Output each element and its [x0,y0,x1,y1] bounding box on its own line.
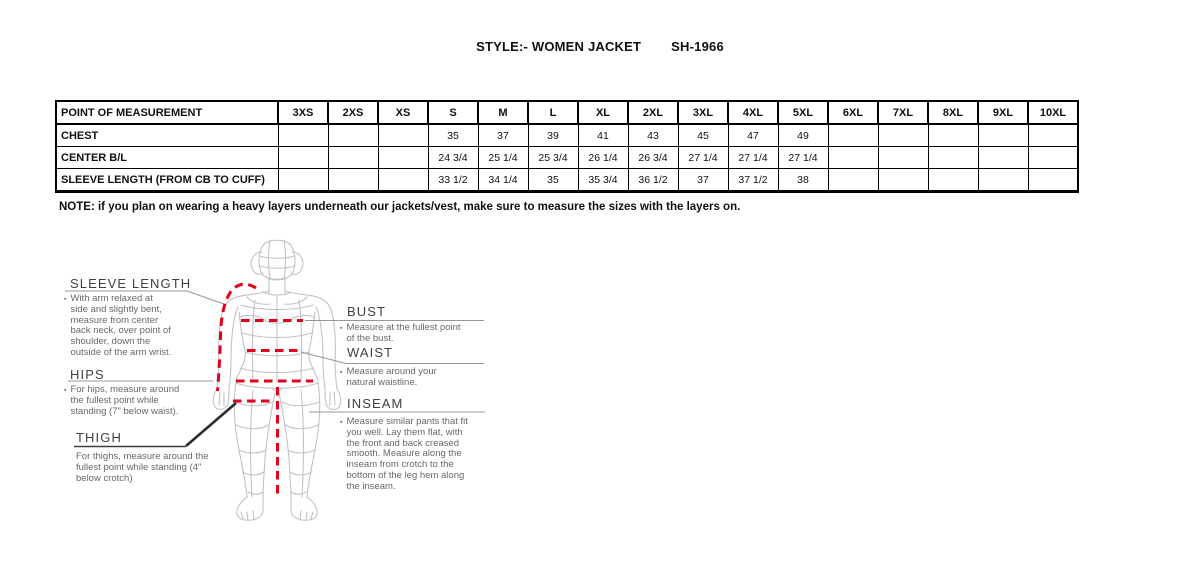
col-header-xs: XS [378,101,428,124]
bullet-icon: ▪ [64,295,67,303]
measurement-cell [878,169,928,192]
col-header-s: S [428,101,478,124]
col-header-2xs: 2XS [328,101,378,124]
waist-heading: WAIST [347,345,394,360]
measurement-cell [828,124,878,147]
measurement-cell [828,169,878,192]
header-row [56,101,1078,124]
size-chart-table [55,100,1079,193]
page-title [0,39,1200,54]
measurement-dash-lines [218,284,314,494]
row-label: CENTER B/L [56,147,278,169]
col-header-3xl: 3XL [678,101,728,124]
measurement-cell [928,169,978,192]
row-label: CHEST [56,124,278,147]
col-header-8xl: 8XL [928,101,978,124]
measurement-cell: 47 [728,124,778,147]
sleeve-length-description: ▪ With arm relaxed at side and slightly bent, measure from center back neck, over point of shoulder, down the outside of the arm wrist. [64,293,172,358]
style-label: STYLE:- WOMEN JACKET [476,39,642,54]
measurement-cell: 37 [678,169,728,192]
col-header-10xl: 10XL [1028,101,1078,124]
measurement-cell [378,147,428,169]
measurement-cell: 36 1/2 [628,169,678,192]
measurement-cell [878,124,928,147]
measurement-cell: 27 1/4 [678,147,728,169]
measurement-cell: 37 [478,124,528,147]
table-row [56,147,1078,169]
col-header-9xl: 9XL [978,101,1028,124]
measurement-cell [328,147,378,169]
col-header-m: M [478,101,528,124]
measurement-cell: 35 [528,169,578,192]
inseam-description: ▪ Measure similar pants that fit you well. Lay them flat, with the front and back creased smooth. Measure along the inseam from crotch to the bottom of the leg hem along the inseam. [340,416,468,492]
measurement-cell [928,124,978,147]
measurement-cell [928,147,978,169]
col-header-2xl: 2XL [628,101,678,124]
measurement-cell [278,169,328,192]
sleeve-measure-line [218,284,257,391]
measurement-cell: 35 3/4 [578,169,628,192]
col-header-5xl: 5XL [778,101,828,124]
measurement-cell [978,124,1028,147]
col-header-4xl: 4XL [728,101,778,124]
waist-pointer-line [301,352,346,364]
col-header-xl: XL [578,101,628,124]
measurement-cell: 45 [678,124,728,147]
measurement-cell: 43 [628,124,678,147]
hips-description: ▪ For hips, measure around the fullest point while standing (7" below waist). [64,384,180,417]
measurement-cell: 35 [428,124,478,147]
size-chart [55,100,1079,193]
measurement-cell [978,169,1028,192]
bullet-icon: ▪ [340,418,343,426]
measurement-cell: 27 1/4 [728,147,778,169]
thigh-pointer-line [186,403,236,446]
bullet-icon: ▪ [340,324,343,332]
measurement-cell: 34 1/4 [478,169,528,192]
measurement-cell: 24 3/4 [428,147,478,169]
measurement-cell [828,147,878,169]
bust-heading: BUST [347,304,387,319]
measurement-cell [378,169,428,192]
measurement-cell: 39 [528,124,578,147]
row-label: SLEEVE LENGTH (FROM CB TO CUFF) [56,169,278,192]
measurement-cell [878,147,928,169]
measurement-cell [278,124,328,147]
sleeve-length-heading: SLEEVE LENGTH [70,276,192,291]
thigh-heading: THIGH [76,430,122,445]
measurement-cell [278,147,328,169]
col-header-l: L [528,101,578,124]
measurement-cell: 27 1/4 [778,147,828,169]
measurement-cell: 41 [578,124,628,147]
measurement-cell: 26 3/4 [628,147,678,169]
waist-description: ▪ Measure around your natural waistline. [340,366,437,388]
measurement-cell [1028,169,1078,192]
col-header-7xl: 7XL [878,101,928,124]
thigh-description: For thighs, measure around the fullest point while standing (4" below crotch) [76,451,209,484]
measurement-cell: 25 1/4 [478,147,528,169]
measurement-cell: 38 [778,169,828,192]
measurement-cell [328,124,378,147]
mannequin-figure [213,240,343,520]
measurement-cell: 33 1/2 [428,169,478,192]
measurement-cell: 26 1/4 [578,147,628,169]
bullet-icon: ▪ [64,386,67,394]
measurement-cell: 25 3/4 [528,147,578,169]
inseam-heading: INSEAM [347,396,404,411]
col-header-3xs: 3XS [278,101,328,124]
style-code: SH-1966 [671,39,724,54]
measurement-cell: 37 1/2 [728,169,778,192]
table-row [56,124,1078,147]
bust-description: ▪ Measure at the fullest point of the bust. [340,322,461,344]
col-header-point-of-measurement: POINT OF MEASUREMENT [56,101,278,124]
note-text: NOTE: if you plan on wearing a heavy layers underneath our jackets/vest, make sure to measure the sizes with the layers on. [59,201,741,213]
hips-heading: HIPS [70,367,105,382]
measurement-cell [378,124,428,147]
col-header-6xl: 6XL [828,101,878,124]
table-row [56,169,1078,192]
sleeve-length-pointer-line [187,291,224,304]
measurement-cell [1028,147,1078,169]
measurement-cell [978,147,1028,169]
measurement-cell [328,169,378,192]
measurement-cell [1028,124,1078,147]
bullet-icon: ▪ [340,368,343,376]
measurement-cell: 49 [778,124,828,147]
